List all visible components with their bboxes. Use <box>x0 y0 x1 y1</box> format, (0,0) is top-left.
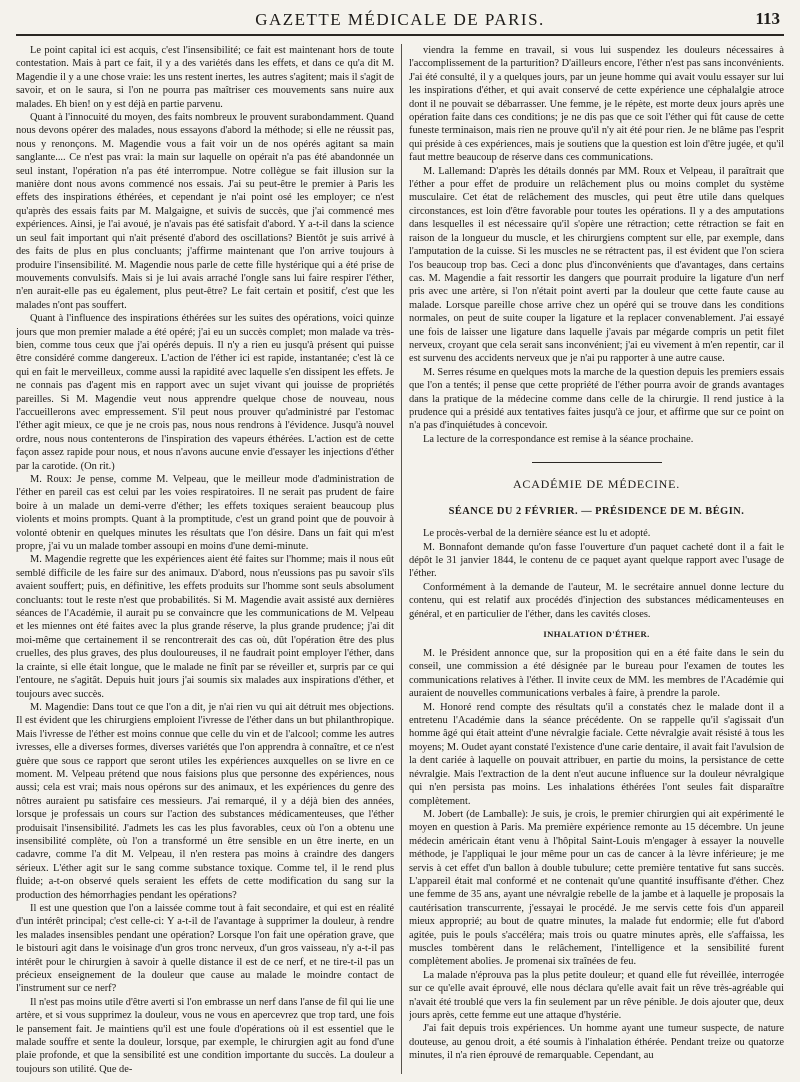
page-number: 113 <box>755 9 780 28</box>
paragraph: La lecture de la correspondance est remise à la séance prochaine. <box>423 433 694 445</box>
left-column <box>16 44 394 1074</box>
paragraph: M. Roux: Je pense, comme M. Velpeau, que le meilleur mode d'administration de l'éther en pareil cas est celui par les voies respiratoires. Il ne serait pas prudent de faire boire à un malade un demi-verre d'éther; les effets toxiques seraient beaucoup plus violents et moins prompts. Quant à la promptitude, c'est un grand point que de pouvoir à volonté obtenir en quelques minutes les résultats que l'on désire. Dans un fait qui m'est propre, j'ai vu un malade tomber assoupi en moins d'une demi-minute. <box>16 474 394 553</box>
session-heading: SÉANCE DU 2 FÉVRIER. — PRÉSIDENCE DE M. BÉGIN. <box>448 506 745 518</box>
subsection-heading: INHALATION D'ÉTHER. <box>543 629 650 640</box>
paragraph: M. Honoré rend compte des résultats qu'il a constatés chez le malade dont il a entretenu l'Académie dans la séance précédente. On se rappelle qu'il s'agissait d'un homme âgé qui était atteint d'une névralgie faciale. Cette névralgie avait résisté à tous les moyens; M. Oudet ayant constaté l'existence d'une carie dentaire, il avait fait l'avulsion de la dent cariée à laquelle on pouvait attribuer, en partie du moins, la persistance de cette névralgie. Mais l'extraction de la dent n'eut aucune influence sur la douleur névralgique qui n'en persista pas moins. Les inhalations éthérées l'ont seules fait disparaître complètement. <box>409 701 784 807</box>
paragraph: M. Magendie: Dans tout ce que l'on a dit, je n'ai rien vu qui ait détruit mes objections. Il est évident que les chirurgiens emploient l'ivresse de l'éther dans un but philanthropique. Mais l'ivresse de l'éther est moins connue que celle du vin et de l'alcool; comme les autres ivresses, elle a diverses formes, diverses variétés que l'on apprendra à connaître, et ce n'est guère que sous ce rapport que seront utiles les expériences auxquelles on se livre en ce moment. M. Velpeau prétend que nous faisions plus que personne des expériences, nous aussi; cela est vrai; mais nous opérons sur des animaux, et les expériences du genre des nôtres auraient pu satisfaire ces messieurs. J'ai remarqué, il y a déjà bien des années, lorsque je professais un cours sur l'action des substances médicamenteuses, que l'éther produisait l'insensibilité. J'admets les cas les plus favorables, ceux où l'on a obtenu une insensibilité complète, où l'on a transformé un être sensible en un être inerte, en un cadavre, comme l'a dit M. Velpeau, il n'en restera pas moins à craindre des dangers sérieux. L'éther agit sur le sang comme substance toxique. Comme tel, il le rend plus fluide; a-t-on observé quels seraient les effets de cette modification du sang sur la production des hémorrhagies pendant les opérations? <box>16 701 394 901</box>
paragraph: viendra la femme en travail, si vous lui suspendez les douleurs nécessaires à l'accomplissement de la parturition? D'ailleurs encore, l'éther n'est pas sans inconvénients. J'ai été consulté, il y a quelques jours, par un jeune homme qui avait voulu essayer sur lui les inspirations d'éther, et qui avait conservé de cette expérience une céphalalgie atroce dont il ne pouvait se débarrasser. Une femme, je le répète, est morte deux jours après une opération faite dans ces conditions; je ne dis pas que ce soit l'éther qui fût cause de cette funeste terminaison, mais rien ne prouve qu'il n'y ait été pour rien. Je ne blâme pas l'esprit qui préside à ces expériences, mais je soutiens que la question est loin d'être jugée, et qu'il faut mettre beaucoup de réserve dans ces communications. <box>409 45 784 164</box>
right-column <box>409 44 784 1074</box>
paragraph: M. le Président annonce que, sur la proposition qui en a été faite dans le sein du conseil, une commission a été désignée par le bureau pour l'examen de toutes les communications relatives à l'éther. Il invite ceux de MM. les membres de l'Académie qui auraient de nouvelles communications verbales à faire, à prendre la parole. <box>409 648 784 700</box>
page-header <box>16 0 784 36</box>
paragraph: M. Jobert (de Lamballe): Je suis, je crois, le premier chirurgien qui ait expérimenté le moyen en question à Paris. Ma première expérience remonte au 15 décembre. Un jeune médecin américain étant venu à l'hôpital Saint-Louis m'engager à essayer la nouvelle méthode, je l'appliquai le jour même pour un cas de cancer à la lèvre inférieure; je me servis à cet effet d'un ballon à double tubulure; cette première tentative fut sans succès. L'appareil était mal conformé et ne contenait qu'une quantité insuffisante d'éther. Chez une femme de 35 ans, ayant une névralgie rebelle de la jambe et à laquelle je proposais la cautérisation transcurrente, j'essayai le procédé. Je me servis cette fois d'un appareil mieux approprié; au bout de quatre minutes, la malade fut endormie; elle fut d'abord agitée, puis le pouls s'accéléra; mais trois ou quatre minutes après, elle s'affaissa, les muscles tombèrent dans le relâchement, l'intelligence et la sensibilité furent complètement abolies. Je promenai six traînées de feu. <box>409 808 784 968</box>
paragraph: Il n'est pas moins utile d'être averti si l'on embrasse un nerf dans l'anse de fil qui lie une artère, et si vous supprimez la douleur, vous ne vous en apercevrez que trop tard, une fois le pansement fait. Je maintiens qu'il est une foule d'opérations où il est essentiel que le malade souffre et sente la douleur, lorsque, par exemple, le chirurgien agit au fond d'une plaie profonde, et que la sensibilité est une condition importante du succès. La douleur a toujours son utilité. Que de- <box>16 996 394 1074</box>
section-title: ACADÉMIE DE MÉDECINE. <box>512 477 681 492</box>
paragraph: M. Lallemand: D'après les détails donnés par MM. Roux et Velpeau, il paraîtrait que l'éther a pour effet de produire un relâchement plus ou moins complet du système musculaire. Cet état de relâchement des muscles, qui peut être utile dans quelques circonstances, est loin d'être favorable pour toutes les opérations. Il y a des amputations dans lesquelles il est nécessaire qu'il s'opère une rétraction; cette rétraction se fait en raison de la longueur du muscle, et les chirurgiens comptent sur elle, par exemple, dans l'amputation de la cuisse. Si les muscles ne se rétractent pas, il est évident que l'on sciera l'os beaucoup trop bas. Ceci a donc plus d'inconvénients que d'avantages, dans certains cas. M. Magendie a fait ressortir les dangers que pourrait produire la ligature d'un nerf pris avec une artère, si l'on n'était point averti par la douleur que cette faute cause au malade. Lorsque pareille chose arrive chez un opéré qui se trouve dans les conditions normales, on peut de suite couper la ligature et la replacer convenablement. J'ai essayé une fois de laisser une ligature dans laquelle j'avais par mégarde compris un petit filet nerveux, croyant que cela serait sans inconvénient; j'ai eu vivement à m'en repentir, car il est survenu des accidents nerveux que je n'ai pu rapporter à une autre cause. <box>409 165 784 365</box>
journal-title: GAZETTE MÉDICALE DE PARIS. <box>255 10 545 29</box>
paragraph: Quant à l'influence des inspirations éthérées sur les suites des opérations, voici quinze jours que mon premier malade a été opéré; j'ai eu un succès complet; mon malade va très-bien, comme tous ceux que j'ai opérés depuis. Il n'y a rien eu jusqu'à présent qui puisse être considéré comme dangereux. L'action de l'éther ici est rapide, instantanée; c'est là ce qui en fait le merveilleux, comme aussi la rapidité avec laquelle s'en dissipent les effets. Je ne connais pas d'agent mis en rapport avec un sujet vivant qui jouisse de propriétés pareilles. Si M. Magendie veut nous apprendre quelque chose de nouveau, nous l'accueillerons avec empressement. S'il peut nous prouver qu'administré par l'estomac l'éther agit mieux, ce que je ne crois pas, nous nous rendrons à l'évidence. Jusqu'à nouvel ordre, nous nous contenterons de l'inspiration des vapeurs éthérées. L'action est de cette façon assez rapide pour nous, et nous n'avons aucune envie d'essayer les injections d'éther par la carotide. (On rit.) <box>16 313 394 472</box>
paragraph: La malade n'éprouva pas la plus petite douleur; et quand elle fut réveillée, interrogée sur ce qu'elle avait éprouvé, elle nous déclara qu'elle avait fait un rêve très-agréable qui n'avait été troublé que vers la fin seulement par un rêve pénible. Je dois ajouter que, deux jours après, cette femme eut une attaque d'hystérie. <box>409 969 784 1021</box>
paragraph: J'ai fait depuis trois expériences. Un homme ayant une tumeur suspecte, de nature douteuse, au genou droit, a été soumis à l'inhalation éthérée. Pendant treize ou quatorze minutes, il n'a rien éprouvé de remarquable. Cependant, au <box>409 1023 784 1062</box>
paragraph: Il est une question que l'on a laissée comme tout à fait secondaire, et qui est en réalité d'un intérêt principal; c'est celle-ci: Y a-t-il de l'avantage à supprimer la douleur, à rendre les malades insensibles pendant une opération? Lorsque l'on fait une opération grave, que le bistouri agit dans le voisinage d'un gros tronc nerveux, d'un gros vaisseau, n'y a-t-il pas intérêt pour le chirurgien à savoir à quelle distance il est de ce nerf, et ne tire-t-il pas un précieux enseignement de la douleur que cause au malade le moindre contact de l'instrument sur ce nerf? <box>16 903 394 995</box>
paragraph: Quant à l'innocuité du moyen, des faits nombreux le prouvent surabondamment. Quand nous devons opérer des malades, nous essayons d'abord la méthode; si elle ne réussit pas, nous y renonçons. M. Magendie vous a fait voir un de nos opérés agitant sa main sanglante.... Ce n'est pas vrai: la main sur laquelle on opérait n'a pas été abandonnée un seul instant, l'opération n'a pas été interrompue. Notre collègue se fait illusion sur la manière dont nous avons commencé nos essais. J'ai su peut-être le premier à Paris les effets des inspirations éthérées, et cependant je n'ai point osé les employer; ce n'est qu'après des essais faits par M. Malgaigne, et suivis de succès, que j'ai commencé mes expériences. Ainsi, je l'ai avoué, je n'avais pas été satisfait d'abord. Y a-t-il dans la science un seul fait important qui n'ait présenté d'abord des oscillations? Bientôt je suis arrivé à des faits de plus en plus concluants; j'affirme maintenant que l'on arrive toujours à produire l'insensibilité. M. Magendie nous parle de cette fille hystérique qui a été prise de mouvements convulsifs. Mais si je lui avais arraché l'ongle sans lui faire respirer l'éther, n'en aurait-elle pas eu également, plus peut-être? Le fait certain et positif, c'est que les malades n'ont pas souffert. <box>16 112 394 311</box>
section-rule <box>532 462 662 463</box>
paragraph: M. Bonnafont demande qu'on fasse l'ouverture d'un paquet cacheté dont il a fait le dépôt le 31 janvier 1844, le contenu de ce paquet ayant quelque rapport avec l'usage de l'éther. <box>409 541 784 580</box>
paragraph: Le procès-verbal de la dernière séance est lu et adopté. <box>423 528 651 540</box>
paragraph: Conformément à la demande de l'auteur, M. le secrétaire annuel donne lecture du contenu, qui est relatif aux procédés d'injection des substances médicamenteuses en général, et en particulier de l'éther, dans les cavités closes. <box>409 581 784 620</box>
text-columns <box>16 44 784 1074</box>
column-divider <box>401 44 402 1074</box>
paragraph: M. Magendie regrette que les expériences aient été faites sur l'homme; mais il nous eût semblé difficile de les faire sur des animaux. D'abord, nous n'eussions pas pu savoir s'ils avaient souffert; puis, en définitive, les effets produits sur l'homme sont seuls absolument concluants: tout le reste n'est que probabilités. Si M. Magendie avait assisté aux dernières séances de l'Académie, il aurait pu se convaincre que les communications de M. Velpeau et les miennes ont été faites avec la plus grande réserve, la plus grande prudence; j'ai dit moi-même que certainement il se rencontrerait des cas où, dût l'opération être des plus cruelles, des plus graves, des plus douloureuses, il ne faudrait point employer l'éther, dans la crainte, si elle était longue, que le malade ne finît par se réveiller et, surpris par ce qui l'entoure, ne s'agitât. Depuis huit jours j'ai soumis six malades aux inspirations d'éther, et toujours avec succès. <box>16 554 394 700</box>
paragraph: M. Serres résume en quelques mots la marche de la question depuis les premiers essais que l'on a tentés; il pense que cette propriété de l'éther pourra avoir de grands avantages dans la pratique de la médecine comme dans celle de la chirurgie. Il rend justice à la prudence qui a présidé aux tentatives faites jusqu'à ce jour, et affirme que sur ce point on n'a pas d'inquiétudes à concevoir. <box>409 366 784 432</box>
paragraph: Le point capital ici est acquis, c'est l'insensibilité; ce fait est maintenant hors de toute contestation. Mais à part ce fait, il y a des variétés dans les effets, et dans ce qu'a dit M. Magendie il y a une chose vraie: les uns restent inertes, les autres s'agitent; mais il s'agit de savoir, et on le saura, si l'on ne pourra pas maîtriser ces mouvements sans nuire aux malades. Eh bien! on y est déjà en partie parvenu. <box>16 45 394 110</box>
